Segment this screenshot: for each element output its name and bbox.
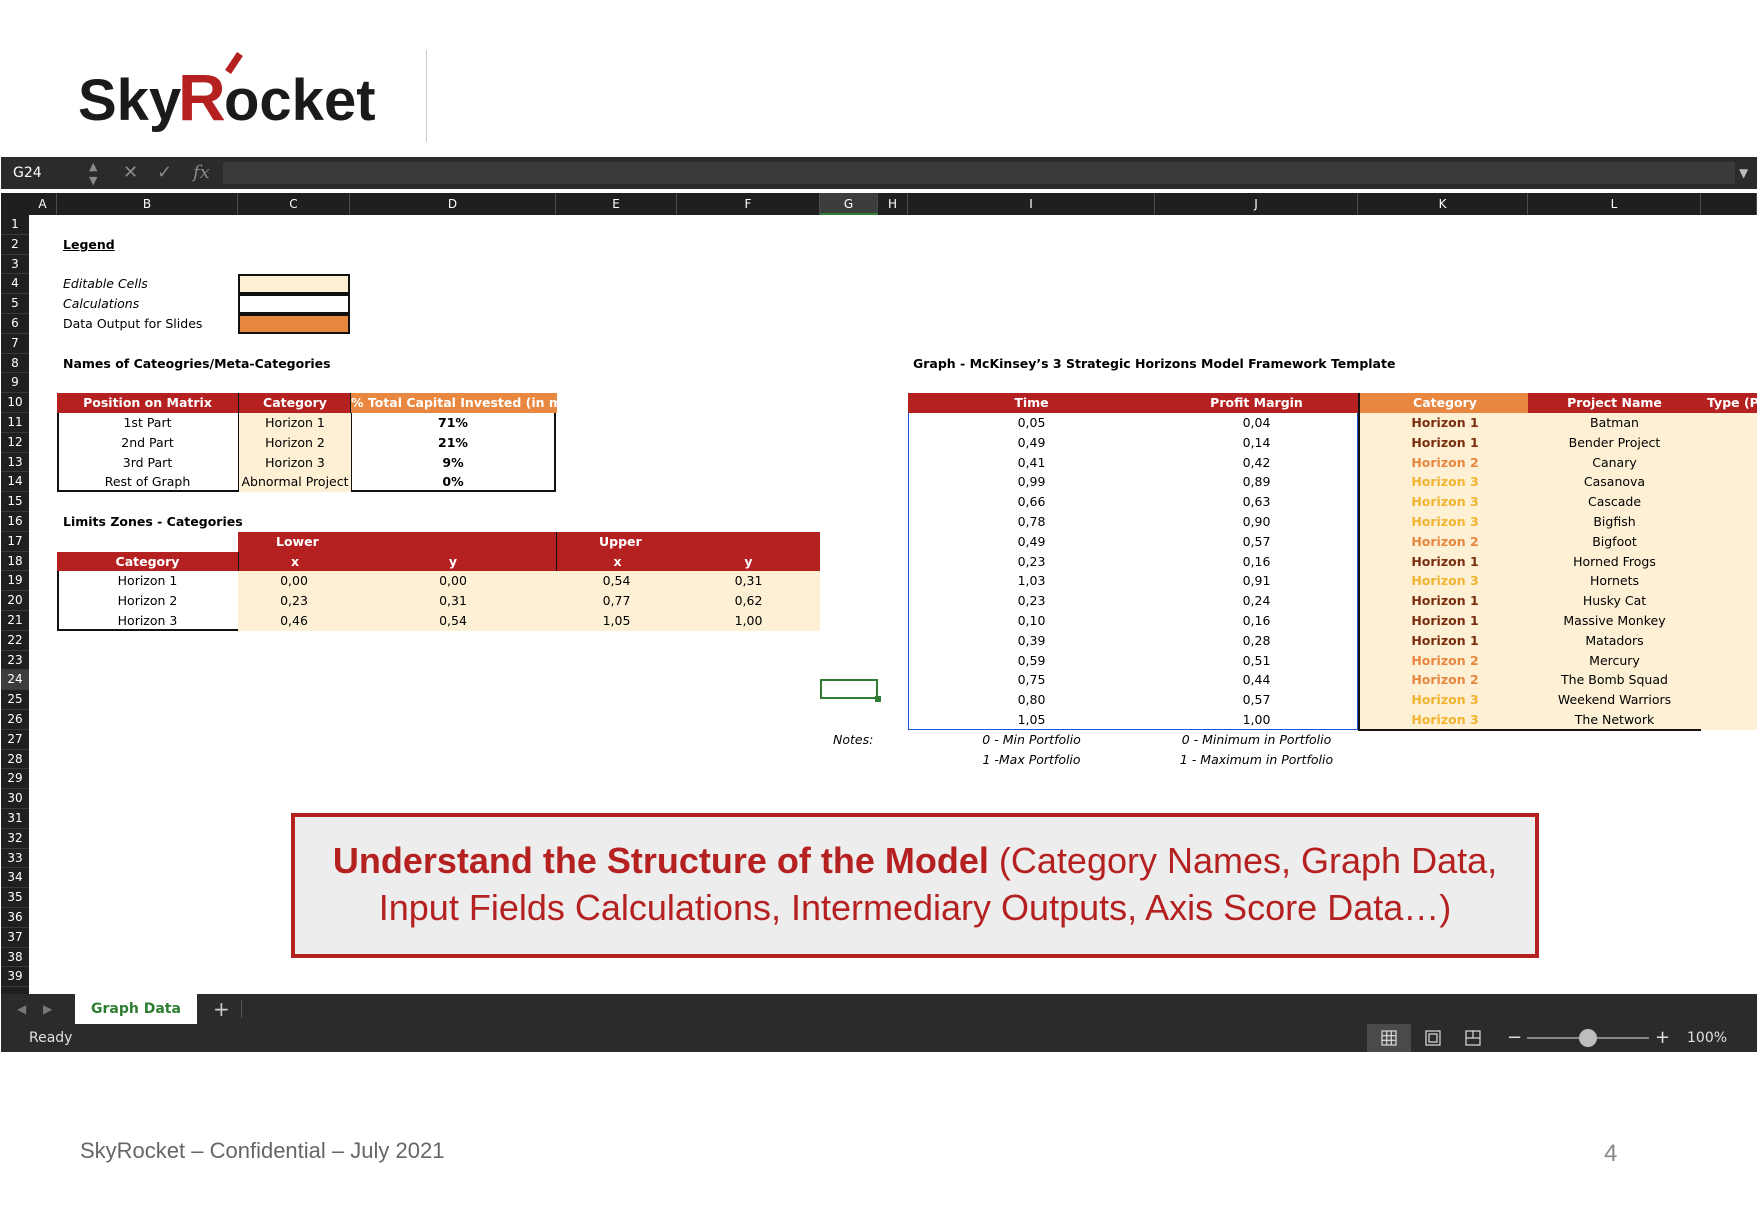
- names-position-cell: 2nd Part: [121, 434, 174, 450]
- row-header-13[interactable]: 13: [1, 453, 29, 473]
- graph-project-cell: Horned Frogs: [1528, 552, 1703, 572]
- graph-category-cell: Horizon 3: [1358, 710, 1532, 730]
- row-header-7[interactable]: 7: [1, 334, 29, 354]
- names-capital-cell: 9%: [442, 454, 464, 470]
- row-header-35[interactable]: 35: [1, 888, 29, 908]
- zoom-slider-thumb[interactable]: [1579, 1029, 1597, 1047]
- graph-margin-cell: 1,00: [1242, 712, 1271, 727]
- legend-title: Legend: [63, 236, 115, 252]
- row-header-23[interactable]: 23: [1, 651, 29, 671]
- zoom-in-icon[interactable]: +: [1655, 1027, 1671, 1048]
- names-position-cell: 1st Part: [123, 415, 172, 430]
- legend-editable-swatch: [238, 274, 350, 294]
- row-header-30[interactable]: 30: [1, 789, 29, 809]
- graph-project-cell: Bigfish: [1528, 512, 1703, 532]
- graph-header-category: Category: [1358, 393, 1532, 413]
- graph-category-cell: Horizon 3: [1358, 690, 1532, 710]
- row-header-14[interactable]: 14: [1, 472, 29, 492]
- graph-time-cell: 1,05: [1017, 712, 1046, 727]
- graph-type-cell: [1701, 631, 1757, 651]
- limits-value-cell: 0,23: [238, 591, 350, 611]
- row-header-22[interactable]: 22: [1, 631, 29, 651]
- formula-input[interactable]: [223, 162, 1735, 184]
- graph-project-cell: Bigfoot: [1528, 532, 1703, 552]
- graph-project-cell: Hornets: [1528, 571, 1703, 591]
- graph-type-cell: [1701, 492, 1757, 512]
- row-header-21[interactable]: 21: [1, 611, 29, 631]
- page-layout-view-button[interactable]: [1415, 1024, 1451, 1052]
- graph-category-cell: Horizon 2: [1358, 651, 1532, 671]
- limits-value-cell: 1,05: [556, 611, 677, 631]
- graph-category-cell: Horizon 3: [1358, 472, 1532, 492]
- row-header-38[interactable]: 38: [1, 948, 29, 968]
- graph-time-cell: 0,10: [1017, 613, 1046, 628]
- header-divider: [426, 50, 427, 142]
- status-text: Ready: [29, 1030, 73, 1046]
- row-header-18[interactable]: 18: [1, 552, 29, 572]
- names-category-cell: Horizon 2: [238, 433, 352, 453]
- graph-project-cell: The Network: [1528, 710, 1703, 730]
- column-header-e[interactable]: E: [556, 193, 677, 215]
- column-header-i[interactable]: I: [908, 193, 1155, 215]
- limits-category-cell: Horizon 2: [57, 591, 239, 611]
- graph-time-cell: 0,05: [1017, 415, 1046, 430]
- limits-value-cell: 0,00: [238, 571, 350, 591]
- row-header-4[interactable]: 4: [1, 274, 29, 294]
- graph-time-cell: 0,66: [1017, 494, 1046, 510]
- graph-time-cell: 0,80: [1017, 692, 1046, 708]
- status-bar: [1, 1024, 1757, 1052]
- row-header-2[interactable]: 2: [1, 235, 29, 255]
- graph-time-cell: 0,23: [1017, 553, 1046, 569]
- graph-margin-cell: 0,16: [1242, 553, 1271, 569]
- limits-value-cell: 0,77: [556, 591, 677, 611]
- callout-line2: Input Fields Calculations, Intermediary Outputs, Axis Score Data…): [378, 887, 1452, 928]
- graph-note-time-max: 1 -Max Portfolio: [982, 751, 1081, 767]
- graph-note-margin-max: 1 - Maximum in Portfolio: [1179, 751, 1334, 767]
- graph-category-cell: Horizon 1: [1358, 413, 1532, 433]
- legend-editable-label: Editable Cells: [63, 276, 148, 292]
- graph-project-cell: Matadors: [1528, 631, 1703, 651]
- tab-scroll-right-icon[interactable]: ▶: [43, 1002, 53, 1016]
- limits-subheader: x: [556, 552, 678, 572]
- column-header-a[interactable]: A: [29, 193, 57, 215]
- graph-margin-cell: 0,16: [1242, 613, 1271, 628]
- limits-subheader: y: [677, 552, 820, 572]
- graph-type-cell: [1701, 571, 1757, 591]
- row-header-19[interactable]: 19: [1, 571, 29, 591]
- graph-margin-cell: 0,44: [1242, 672, 1271, 688]
- row-header-27[interactable]: 27: [1, 730, 29, 750]
- column-headers: [1, 193, 1757, 215]
- fill-handle[interactable]: [875, 696, 881, 702]
- graph-category-cell: Horizon 1: [1358, 433, 1532, 453]
- skyrocket-logo: [78, 50, 398, 140]
- names-capital-cell: 71%: [438, 415, 468, 430]
- graph-category-cell: Horizon 1: [1358, 631, 1532, 651]
- row-headers: [1, 215, 29, 995]
- row-header-24[interactable]: 24: [1, 670, 29, 690]
- row-header-32[interactable]: 32: [1, 829, 29, 849]
- limits-value-cell: 0,54: [350, 611, 557, 631]
- row-header-26[interactable]: 26: [1, 710, 29, 730]
- limits-value-cell: 1,00: [677, 611, 820, 631]
- graph-margin-cell: 0,28: [1242, 632, 1271, 648]
- graph-margin-cell: 0,51: [1242, 652, 1271, 668]
- names-position-cell: 3rd Part: [122, 454, 173, 470]
- row-header-9[interactable]: 9: [1, 373, 29, 393]
- graph-type-cell: [1701, 670, 1757, 690]
- tab-scroll-left-icon[interactable]: ◀: [17, 1002, 27, 1016]
- graph-category-cell: Horizon 1: [1358, 552, 1532, 572]
- graph-project-cell: The Bomb Squad: [1528, 670, 1703, 690]
- callout-bold: Understand the Structure of the Model: [332, 840, 989, 881]
- row-header-25[interactable]: 25: [1, 690, 29, 710]
- row-header-33[interactable]: 33: [1, 849, 29, 869]
- logo-ocket: ocket: [224, 68, 376, 133]
- graph-project-cell: Weekend Warriors: [1528, 690, 1703, 710]
- limits-subheader: Category: [57, 552, 238, 572]
- graph-time-cell: 0,39: [1017, 632, 1046, 648]
- graph-project-cell: Canary: [1528, 453, 1703, 473]
- column-header-d[interactable]: D: [350, 193, 556, 215]
- graph-category-cell: Horizon 3: [1358, 492, 1532, 512]
- names-header-position: Position on Matrix: [57, 393, 238, 413]
- graph-kl-bottom-border: [1358, 729, 1701, 731]
- graph-margin-cell: 0,42: [1242, 454, 1271, 470]
- sheet-tab-graph-data[interactable]: Graph Data: [75, 994, 197, 1024]
- legend-calculations-swatch: [238, 294, 350, 314]
- column-header-k[interactable]: K: [1358, 193, 1528, 215]
- graph-category-cell: Horizon 3: [1358, 512, 1532, 532]
- graph-margin-cell: 0,04: [1242, 415, 1271, 430]
- graph-project-cell: Mercury: [1528, 651, 1703, 671]
- graph-category-cell: Horizon 1: [1358, 591, 1532, 611]
- graph-time-cell: 0,59: [1017, 652, 1046, 668]
- limits-value-cell: 0,31: [677, 571, 820, 591]
- limits-value-cell: 0,00: [350, 571, 557, 591]
- confirm-icon[interactable]: ✓: [157, 162, 173, 183]
- names-position-cell: Rest of Graph: [104, 474, 191, 490]
- zoom-out-icon[interactable]: −: [1507, 1027, 1523, 1048]
- graph-project-cell: Massive Monkey: [1528, 611, 1703, 631]
- graph-time-cell: 0,41: [1017, 454, 1046, 470]
- graph-category-cell: Horizon 3: [1358, 571, 1532, 591]
- limits-value-cell: 0,31: [350, 591, 557, 611]
- column-header-j[interactable]: J: [1155, 193, 1358, 215]
- graph-category-cell: Horizon 2: [1358, 532, 1532, 552]
- row-header-29[interactable]: 29: [1, 769, 29, 789]
- row-header-12[interactable]: 12: [1, 433, 29, 453]
- limits-value-cell: 0,62: [677, 591, 820, 611]
- graph-margin-cell: 0,57: [1242, 533, 1271, 549]
- legend-output-swatch: [238, 314, 350, 334]
- tab-divider: [241, 1000, 242, 1018]
- graph-header-project: Project Name: [1528, 393, 1703, 413]
- graph-category-cell: Horizon 2: [1358, 670, 1532, 690]
- names-header-category: Category: [238, 393, 351, 413]
- cancel-icon[interactable]: ✕: [123, 162, 139, 183]
- graph-type-cell: [1701, 552, 1757, 572]
- graph-type-cell: [1701, 512, 1757, 532]
- callout-box: [291, 813, 1539, 958]
- column-header-partial[interactable]: [1701, 193, 1757, 215]
- graph-margin-cell: 0,14: [1242, 434, 1271, 450]
- graph-project-cell: Cascade: [1528, 492, 1703, 512]
- selected-cell[interactable]: [820, 679, 878, 699]
- graph-margin-cell: 0,24: [1242, 593, 1271, 609]
- row-header-36[interactable]: 36: [1, 908, 29, 928]
- column-header-h[interactable]: H: [878, 193, 908, 215]
- row-header-17[interactable]: 17: [1, 532, 29, 552]
- limits-category-cell: Horizon 3: [57, 611, 239, 631]
- graph-type-cell: [1701, 433, 1757, 453]
- names-capital-cell: 21%: [438, 434, 468, 450]
- names-category-cell: Abnormal Project: [238, 472, 352, 492]
- add-sheet-button[interactable]: +: [213, 997, 230, 1021]
- page-break-view-button[interactable]: [1455, 1024, 1491, 1052]
- graph-section-title: Graph - McKinsey’s 3 Strategic Horizons Model Framework Template: [913, 355, 1396, 371]
- row-header-20[interactable]: 20: [1, 591, 29, 611]
- graph-category-cell: Horizon 1: [1358, 611, 1532, 631]
- graph-margin-cell: 0,57: [1242, 692, 1271, 708]
- row-header-39[interactable]: 39: [1, 967, 29, 987]
- column-header-l[interactable]: L: [1528, 193, 1701, 215]
- graph-type-cell: [1701, 710, 1757, 730]
- row-header-10[interactable]: 10: [1, 393, 29, 413]
- page-number: 4: [1604, 1140, 1618, 1167]
- column-header-f[interactable]: F: [677, 193, 820, 215]
- graph-type-cell: [1701, 472, 1757, 492]
- row-header-1[interactable]: 1: [1, 215, 29, 235]
- graph-notes-label: Notes:: [833, 731, 874, 747]
- graph-note-time-min: 0 - Min Portfolio: [982, 731, 1081, 747]
- row-header-11[interactable]: 11: [1, 413, 29, 433]
- graph-time-cell: 1,03: [1017, 573, 1046, 589]
- graph-type-cell: [1701, 453, 1757, 473]
- name-box[interactable]: G24: [1, 157, 111, 189]
- graph-margin-cell: 0,91: [1242, 573, 1271, 589]
- callout-rest: (Category Names, Graph Data,: [988, 840, 1498, 881]
- names-category-cell: Horizon 1: [238, 413, 352, 433]
- graph-note-margin-min: 0 - Minimum in Portfolio: [1181, 731, 1332, 747]
- limits-subheader: y: [350, 552, 556, 572]
- graph-project-cell: Batman: [1528, 413, 1703, 433]
- graph-margin-cell: 0,90: [1242, 514, 1271, 529]
- graph-type-cell: [1701, 690, 1757, 710]
- limits-lower-header: Lower: [238, 532, 556, 552]
- logo-sky: Sky: [78, 68, 182, 133]
- row-header-6[interactable]: 6: [1, 314, 29, 334]
- limits-upper-header: Upper: [556, 532, 820, 552]
- graph-type-cell: [1701, 532, 1757, 552]
- row-header-8[interactable]: 8: [1, 354, 29, 374]
- limits-subheader: x: [238, 552, 351, 572]
- graph-project-cell: Bender Project: [1528, 433, 1703, 453]
- names-category-cell: Horizon 3: [238, 453, 352, 473]
- names-section-title: Names of Cateogries/Meta-Categories: [63, 355, 331, 371]
- column-header-b[interactable]: B: [57, 193, 238, 215]
- graph-project-cell: Husky Cat: [1528, 591, 1703, 611]
- column-header-g[interactable]: G: [820, 193, 878, 215]
- graph-project-cell: Casanova: [1528, 472, 1703, 492]
- graph-time-cell: 0,23: [1017, 593, 1046, 609]
- limits-section-title: Limits Zones - Categories: [63, 514, 243, 529]
- footer-text: SkyRocket – Confidential – July 2021: [80, 1138, 445, 1163]
- limits-category-cell: Horizon 1: [57, 571, 239, 591]
- graph-header-margin: Profit Margin: [1155, 393, 1358, 413]
- graph-margin-cell: 0,63: [1242, 494, 1271, 510]
- formula-bar: [1, 157, 1757, 189]
- graph-type-cell: [1701, 651, 1757, 671]
- row-header-15[interactable]: 15: [1, 492, 29, 512]
- names-capital-cell: 0%: [442, 474, 464, 490]
- graph-header-type: Type (Pl: [1701, 393, 1757, 413]
- graph-type-cell: [1701, 611, 1757, 631]
- function-icon[interactable]: fx: [193, 162, 210, 183]
- row-header-28[interactable]: 28: [1, 750, 29, 770]
- row-header-5[interactable]: 5: [1, 294, 29, 314]
- graph-time-cell: 0,49: [1017, 434, 1046, 450]
- limits-value-cell: 0,46: [238, 611, 350, 631]
- logo-r: R: [178, 60, 226, 134]
- graph-margin-cell: 0,89: [1242, 474, 1271, 490]
- normal-view-button[interactable]: [1367, 1024, 1411, 1052]
- row-header-16[interactable]: 16: [1, 512, 29, 532]
- graph-time-cell: 0,75: [1017, 672, 1046, 688]
- graph-category-cell: Horizon 2: [1358, 453, 1532, 473]
- row-header-34[interactable]: 34: [1, 868, 29, 888]
- name-box-stepper-icon[interactable]: ▲ ▼: [89, 160, 98, 187]
- column-header-c[interactable]: C: [238, 193, 350, 215]
- names-header-capital: % Total Capital Invested (in m$): [350, 393, 557, 413]
- graph-header-time: Time: [908, 393, 1155, 413]
- zoom-level[interactable]: 100%: [1687, 1030, 1728, 1046]
- graph-time-cell: 0,78: [1017, 514, 1046, 529]
- row-header-3[interactable]: 3: [1, 255, 29, 275]
- graph-type-cell: [1701, 413, 1757, 433]
- legend-calculations-label: Calculations: [63, 296, 140, 312]
- sheet-tab-bar: [1, 994, 1757, 1024]
- graph-time-cell: 0,49: [1017, 533, 1046, 549]
- legend-output-label: Data Output for Slides: [63, 316, 203, 331]
- graph-time-cell: 0,99: [1017, 474, 1046, 490]
- row-header-31[interactable]: 31: [1, 809, 29, 829]
- limits-value-cell: 0,54: [556, 571, 677, 591]
- expand-formula-icon[interactable]: ▼: [1739, 166, 1749, 180]
- graph-type-cell: [1701, 591, 1757, 611]
- row-header-37[interactable]: 37: [1, 928, 29, 948]
